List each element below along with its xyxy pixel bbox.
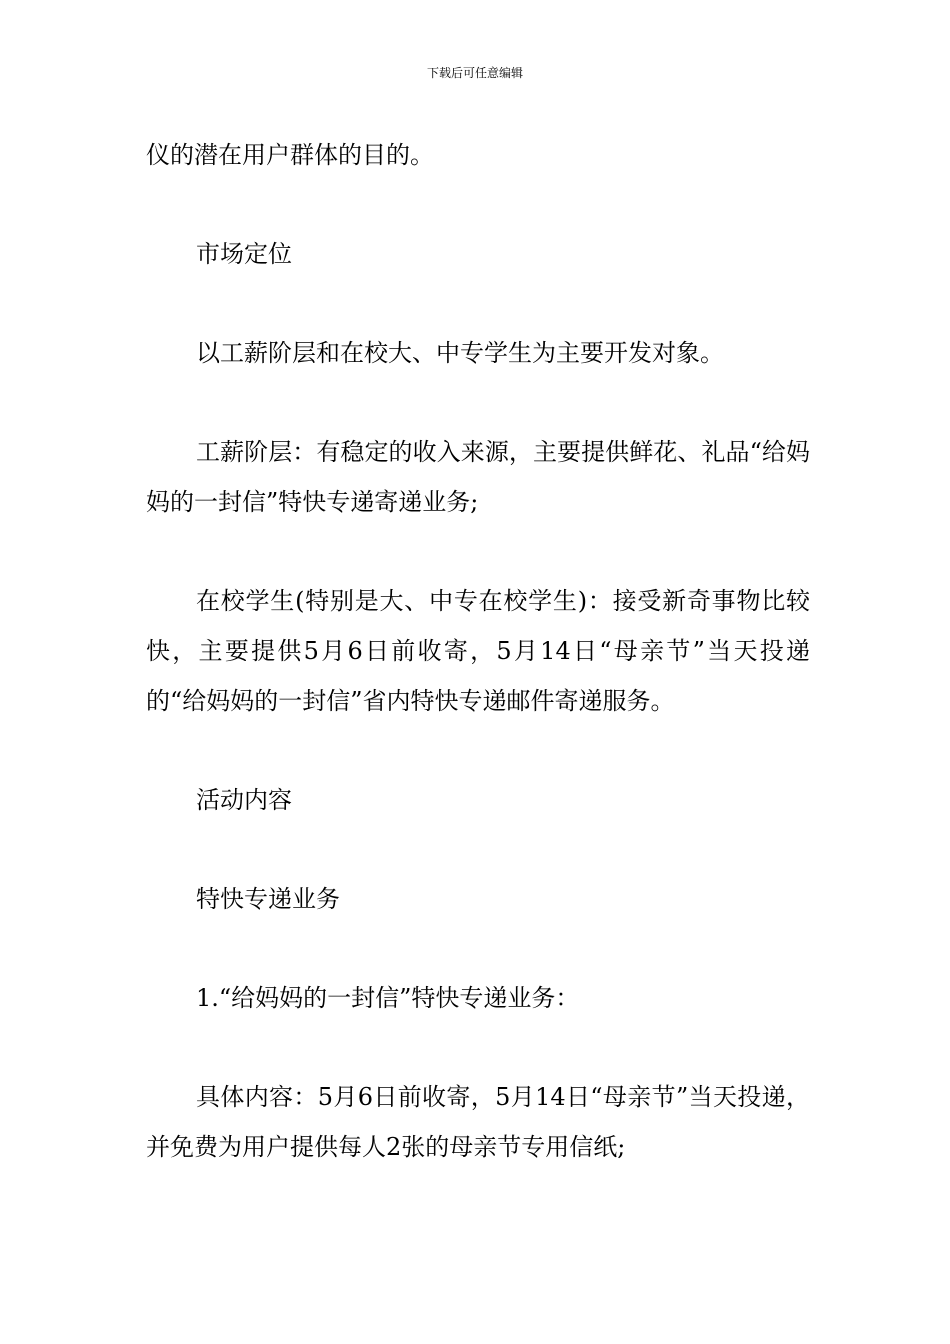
paragraph-continuation: 仪的潜在用户群体的目的。 — [146, 141, 434, 169]
page-header: 下载后可任意编辑 — [426, 66, 523, 80]
heading-express-business: 特快专递业务 — [196, 885, 340, 913]
paragraph-gap — [146, 378, 810, 427]
heading-activity-content: 活动内容 — [196, 786, 292, 814]
paragraph-gap — [146, 527, 810, 576]
paragraph-specific-content: 具体内容：5月6日前收寄，5月14日“母亲节”当天投递，并免费为用户提供每人2张的母亲节专用信纸; — [146, 1083, 810, 1161]
paragraph-target-audience: 以工薪阶层和在校大、中专学生为主要开发对象。 — [196, 339, 724, 367]
paragraph-gap — [146, 1023, 810, 1072]
document-body — [146, 130, 810, 1172]
paragraph-gap — [146, 924, 810, 973]
paragraph-gap — [146, 180, 810, 229]
paragraph-students: 在校学生(特别是大、中专在校学生)：接受新奇事物比较快，主要提供5月6日前收寄，5月14日“母亲节”当天投递的“给妈妈的一封信”省内特快专递邮件寄递服务。 — [146, 587, 810, 715]
paragraph-salaried-class: 工薪阶层：有稳定的收入来源，主要提供鲜花、礼品“给妈妈的一封信”特快专递寄递业务; — [146, 438, 810, 516]
paragraph-gap — [146, 825, 810, 874]
heading-market-positioning: 市场定位 — [196, 240, 292, 268]
list-item-1: 1.“给妈妈的一封信”特快专递业务： — [196, 984, 580, 1012]
paragraph-gap — [146, 726, 810, 775]
paragraph-gap — [146, 279, 810, 328]
